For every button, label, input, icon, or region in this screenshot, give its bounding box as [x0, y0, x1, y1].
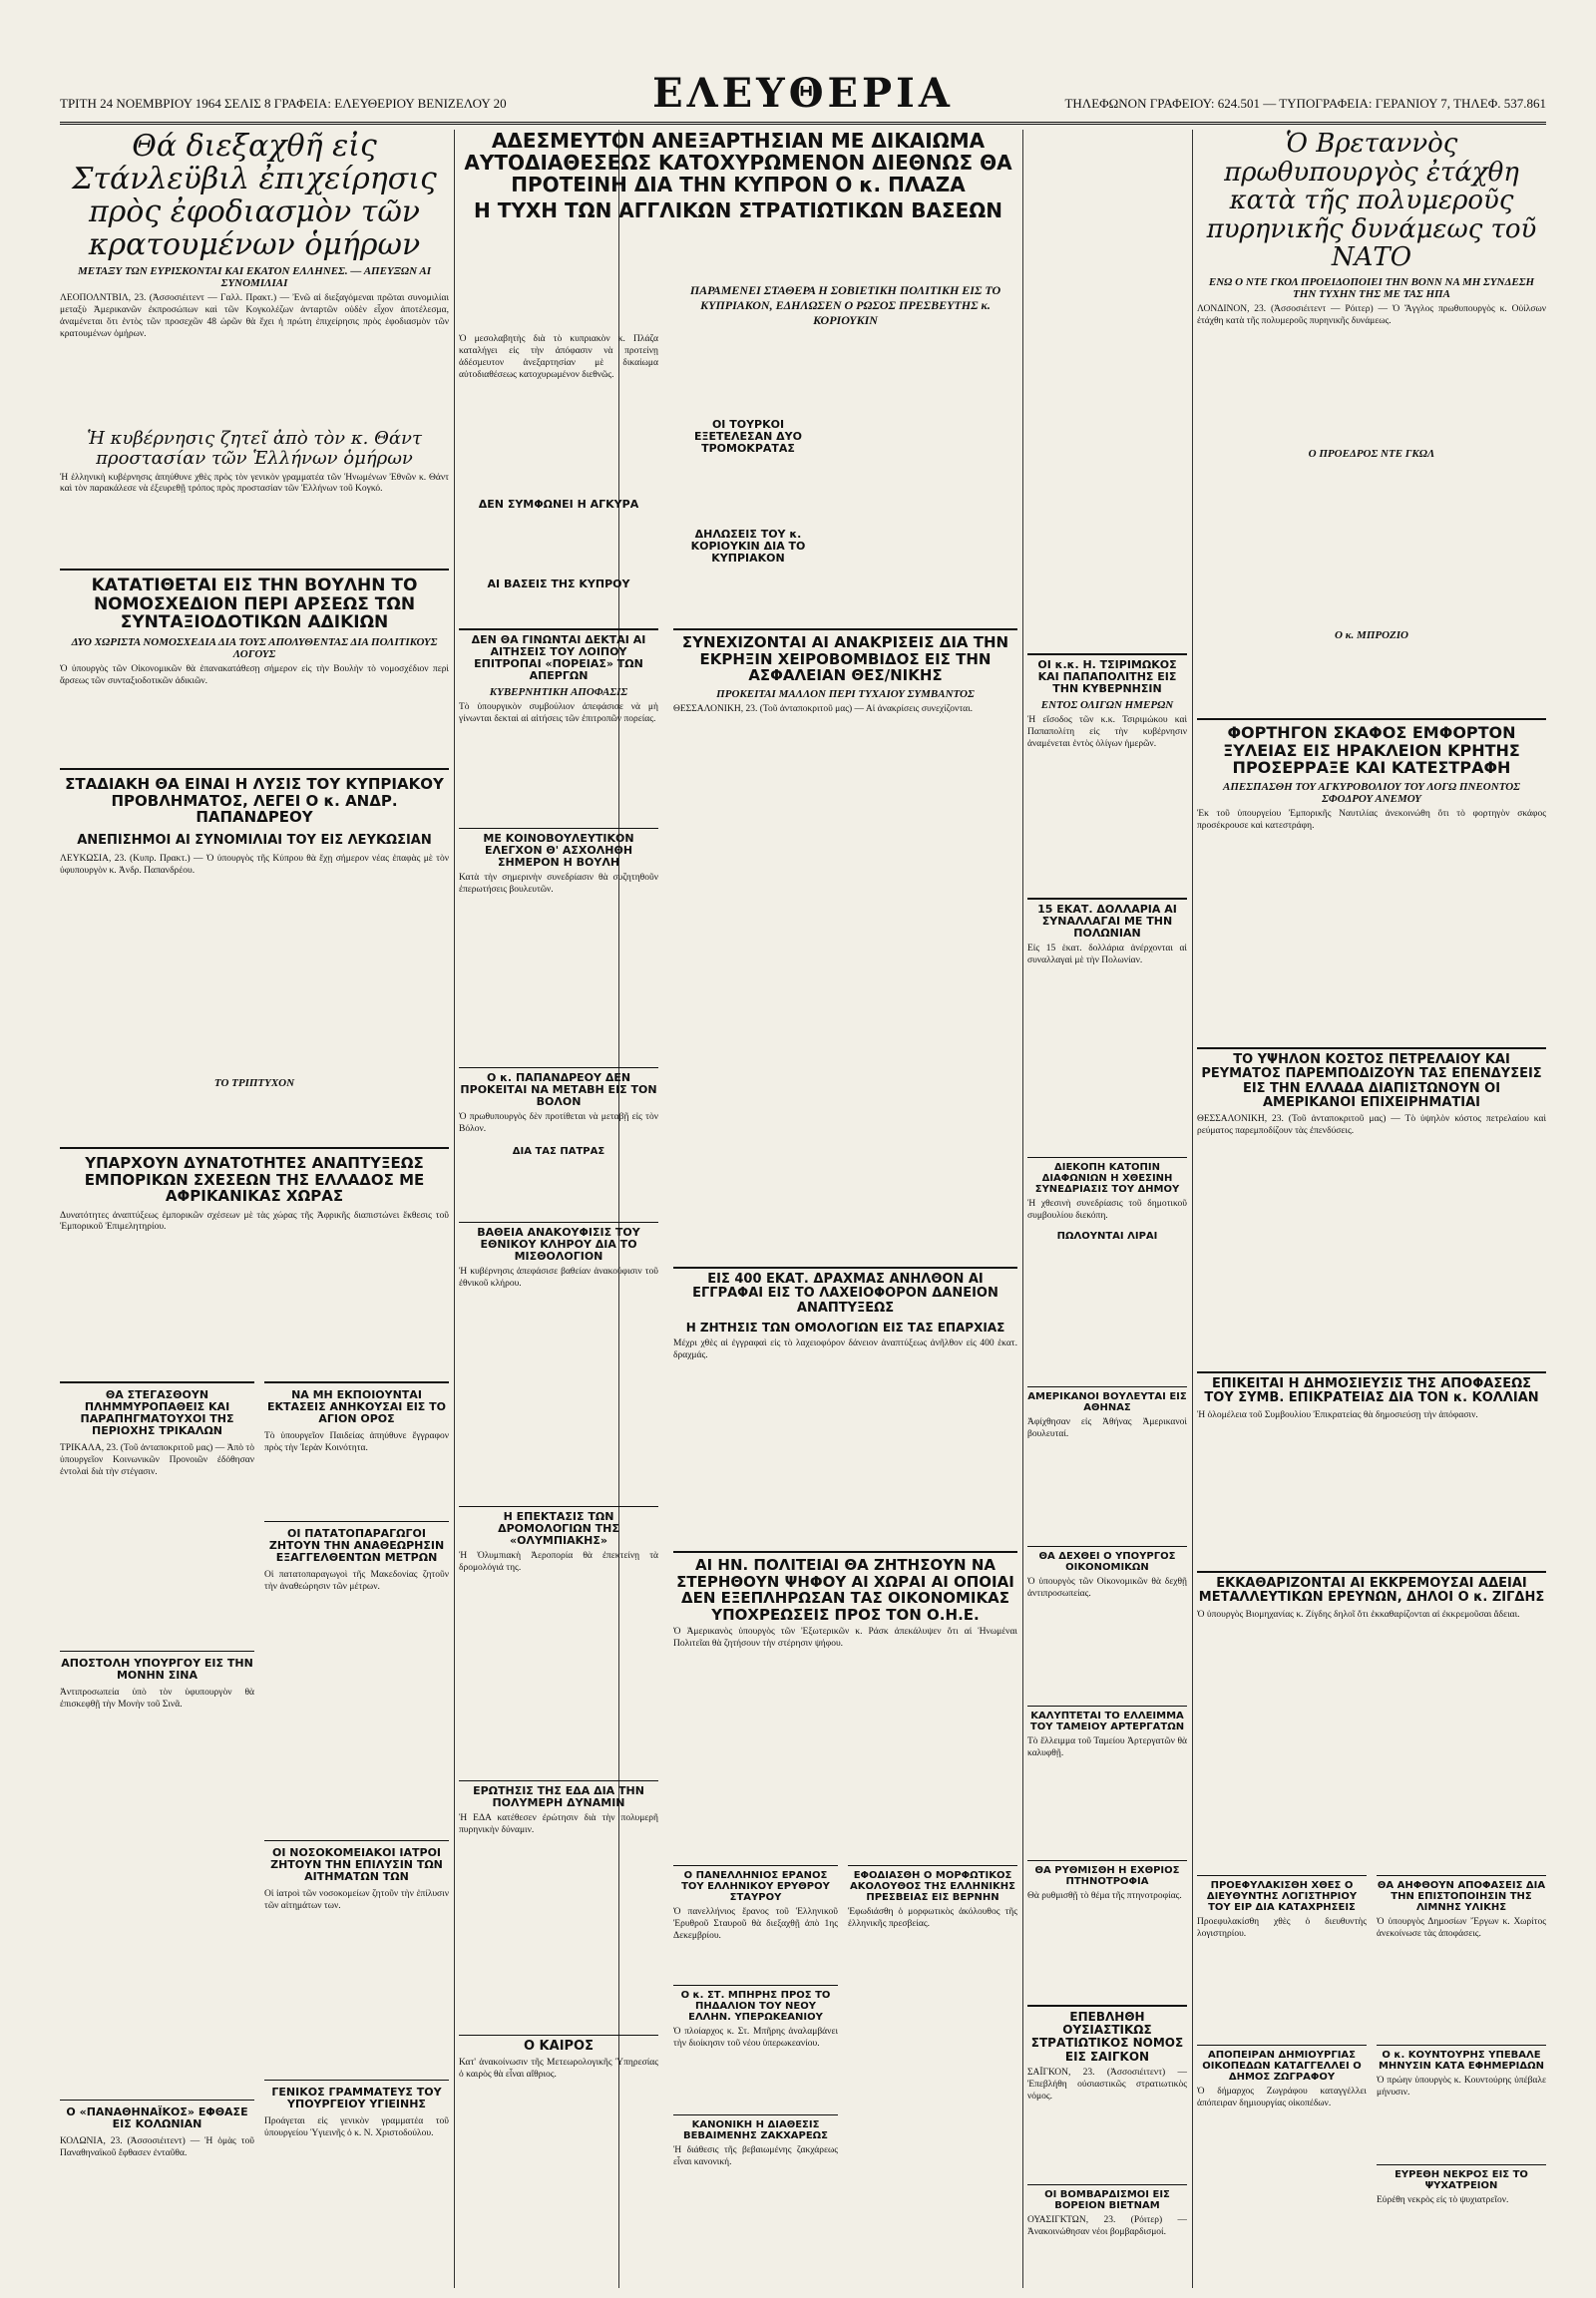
headline: Ο κ. ΠΑΠΑΝΔΡΕΟΥ ΔΕΝ ΠΡΟΚΕΙΤΑΙ ΝΑ ΜΕΤΑΒΗ ΕΙΣ ΤΟΝ ΒΟΛΟΝ — [460, 1071, 657, 1109]
headline: ΟΙ ΒΟΜΒΑΡΔΙΣΜΟΙ ΕΙΣ ΒΟΡΕΙΟΝ ΒΙΕΤΝΑΜ — [1044, 2189, 1170, 2211]
article-kollia — [1197, 1371, 1546, 1577]
headline: ΑΙ ΗΝ. ΠΟΛΙΤΕΙΑΙ ΘΑ ΖΗΤΗΣΟΥΝ ΝΑ ΣΤΕΡΗΘΟΥΝ ΨΗΦΟΥ ΑΙ ΧΩΡΑΙ ΑΙ ΟΠΟΙΑΙ ΔΕΝ ΕΞΕΠΛΗΡΩΣΑΝ ΤΑΣ ΟΙΚΟΝΟΜΙΚΑΣ ΥΠΟΧΡΕΩΣΕΙΣ ΠΡΟΣ ΤΟΝ Ο.Η.Ε. — [676, 1556, 1014, 1624]
article-body: ΚΟΛΩΝΙΑ, 23. (Ἀσσοσιέιτεντ) — Ἡ ὁμὰς τοῦ Παναθηναϊκοῦ ἔφθασεν ἐνταῦθα. — [60, 2136, 254, 2159]
article-eda — [459, 1780, 658, 1985]
article-body: Ἡ Ὀλυμπιακὴ Ἀεροπορία θὰ ἐπεκτείνῃ τὰ δρομολόγιά της. — [459, 1551, 658, 1574]
article-body: ΛΟΝΔΙΝΟΝ, 23. (Ἀσσοσιέιτεντ — Ρόιτερ) — Ὁ Ἄγγλος πρωθυπουργὸς κ. Οὐίλσων ἐτάχθη κατὰ τῆς πολυμεροῦς πυρηνικῆς δυνάμεως. — [1197, 303, 1546, 326]
headline: ΣΤΑΔΙΑΚΗ ΘΑ ΕΙΝΑΙ Η ΛΥΣΙΣ ΤΟΥ ΚΥΠΡΙΑΚΟΥ ΠΡΟΒΛΗΜΑΤΟΣ, ΛΕΓΕΙ Ο κ. ΑΝΔΡ. ΠΑΠΑΝΔΡΕΟΥ — [65, 775, 444, 826]
article-body: Ὁ ὑπουργὸς Δημοσίων Ἔργων κ. Χωρίτος ἀνεκοίνωσε τὰς ἀποφάσεις. — [1377, 1917, 1546, 1939]
newspaper-title: ΕΛΕΥΘΕΡΙΑ — [652, 70, 954, 117]
article-saigon — [1027, 2005, 1187, 2170]
article-finance — [1027, 1546, 1187, 1691]
section-label: Ο κ. ΜΠΡΟΖΙΟ — [1335, 628, 1408, 641]
article-body: Δυνατότητες ἀναπτύξεως ἐμπορικῶν σχέσεων μὲ τὰς χώρας τῆς Ἀφρικῆς διαπιστώνει ἔκθεσις τοῦ Ἐμπορικοῦ Ἐπιμελητηρίου. — [60, 1210, 449, 1233]
article-body: Ὁ δήμαρχος Ζωγράφου καταγγέλλει ἀπόπειραν δημιουργίας οἰκοπέδων. — [1197, 2087, 1367, 2108]
headline: ΕΦΟΔΙΑΣΘΗ Ο ΜΟΡΦΩΤΙΚΟΣ ΑΚΟΛΟΥΘΟΣ ΤΗΣ ΕΛΛΗΝΙΚΗΣ ΠΡΕΣΒΕΙΑΣ ΕΙΣ ΒΕΡΝΗΝ — [849, 1870, 1015, 1903]
article-zakchari — [673, 2114, 838, 2279]
headline: Ο ΚΑΙΡΟΣ — [523, 2039, 594, 2054]
headline: Ο κ. ΚΟΥΝΤΟΥΡΗΣ ΥΠΕΒΑΛΕ ΜΗΝΥΣΙΝ ΚΑΤΑ ΕΦΗΜΕΡΙΔΩΝ — [1378, 2050, 1544, 2072]
headline: ΚΑΝΟΝΙΚΗ Η ΔΙΑΘΕΣΙΣ ΒΕΒΑΙΜΕΝΗΣ ΖΑΚΧΑΡΕΩΣ — [682, 2119, 829, 2141]
article-olympic — [459, 1506, 658, 1711]
article-health-sec — [264, 2080, 449, 2246]
headline: ΓΕΝΙΚΟΣ ΓΡΑΜΜΑΤΕΥΣ ΤΟΥ ΥΠΟΥΡΓΕΙΟΥ ΥΓΙΕΙΝΗΣ — [271, 2086, 442, 2111]
subheadline: ΔΙΑ ΤΑΣ ΠΑΤΡΑΣ — [512, 1146, 605, 1158]
article-body: Οἱ ἰατροὶ τῶν νοσοκομείων ζητοῦν τὴν ἐπίλυσιν τῶν αἰτημάτων των. — [264, 1889, 449, 1912]
article-doctors — [264, 1840, 449, 2047]
article-eranos — [673, 1865, 838, 1990]
article-poland — [1027, 898, 1187, 1063]
headline: ΘΑ ΑΗΦΘΟΥΝ ΑΠΟΦΑΣΕΙΣ ΔΙΑ ΤΗΝ ΕΠΙΣΤΟΠΟΙΗΣΙΝ ΤΗΣ ΛΙΜΝΗΣ ΥΛΙΚΗΣ — [1377, 1880, 1546, 1913]
article-accountant — [1197, 1875, 1367, 2020]
article-stanleyville — [60, 130, 449, 369]
headline: ΑΠΟΠΕΙΡΑΝ ΔΗΜΙΟΥΡΓΙΑΣ ΟΙΚΟΠΕΔΩΝ ΚΑΤΑΓΓΕΛΛΕΙ Ο ΔΗΜΟΣ ΖΩΓΡΑΦΟΥ — [1202, 2050, 1362, 2083]
article-cyprus-body — [459, 279, 1017, 618]
headline: ΥΠΑΡΧΟΥΝ ΔΥΝΑΤΟΤΗΤΕΣ ΑΝΑΠΤΥΞΕΩΣ ΕΜΠΟΡΙΚΩΝ ΣΧΕΣΕΩΝ ΤΗΣ ΕΛΛΑΔΟΣ ΜΕ ΑΦΡΙΚΑΝΙΚΑΣ ΧΩΡΑΣ — [84, 1154, 425, 1205]
masthead-rule — [60, 122, 1546, 125]
article-body: Τὸ ὑπουργεῖον Παιδείας ἀπηύθυνε ἔγγραφον πρὸς τὴν Ἱερὰν Κοινότητα. — [264, 1431, 449, 1454]
article-papandreou-a — [60, 768, 449, 1155]
headline: Ο «ΠΑΝΑΘΗΝΑΪΚΟΣ» ΕΦΘΑΣΕ ΕΙΣ ΚΟΛΩΝΙΑΝ — [66, 2106, 248, 2131]
article-body: Ἡ χθεσινὴ συνεδρίασις τοῦ δημοτικοῦ συμβουλίου διεκόπη. — [1027, 1199, 1187, 1221]
headline: ΘΑ ΣΤΕΓΑΣΘΟΥΝ ΠΛΗΜΜΥΡΟΠΑΘΕΙΣ ΚΑΙ ΠΑΡΑΠΗΓΜΑΤΟΥΧΟΙ ΤΗΣ ΠΕΡΙΟΧΗΣ ΤΡΙΚΑΛΩΝ — [80, 1388, 234, 1438]
article-body: Ὁ πανελλήνιος ἔρανος τοῦ Ἑλληνικοῦ Ἐρυθροῦ Σταυροῦ θὰ διεξαχθῇ ἀπὸ 1ης Δεκεμβρίου. — [673, 1907, 838, 1941]
article-body: Ὁ ὑπουργὸς Βιομηχανίας κ. Ζίγδης δηλοῖ ὅτι ἐκκαθαρίζονται αἱ ἐκκρεμοῦσαι ἄδειαι. — [1197, 1609, 1520, 1620]
subheadline: ΠΩΛΟΥΝΤΑΙ ΛΙΡΑΙ — [1056, 1230, 1158, 1242]
article-body: Ἡ ὁλομέλεια τοῦ Συμβουλίου Ἐπικρατείας θὰ δημοσιεύσῃ τὴν ἀπόφασιν. — [1197, 1409, 1478, 1420]
article-sina — [60, 1651, 254, 1897]
headline: Ο ΠΑΝΕΛΛΗΝΙΟΣ ΕΡΑΝΟΣ ΤΟΥ ΕΛΛΗΝΙΚΟΥ ΕΡΥΘΡΟΥ ΣΤΑΥΡΟΥ — [681, 1870, 830, 1903]
headline-secondary: Η ΤΥΧΗ ΤΩΝ ΑΓΓΛΙΚΩΝ ΣΤΡΑΤΙΩΤΙΚΩΝ ΒΑΣΕΩΝ — [474, 198, 1002, 222]
article-body: Μέχρι χθὲς αἱ ἐγγραφαὶ εἰς τὸ λαχειοφόρον δάνειον ἀναπτύξεως ἀνῆλθον εἰς 400 ἑκατ. δραχμάς. — [673, 1339, 1017, 1360]
article-body: Ὁ ὑπουργὸς τῶν Οἰκονομικῶν θὰ ἐπανακατάθεσῃ σήμερον εἰς τὴν Βουλὴν τὸ νομοσχέδιον περὶ ἄρσεως τῶν συνταξιοδοτικῶν ἀδικιῶν. — [60, 664, 449, 686]
subheadline: ΜΕΤΑΞΥ ΤΩΝ ΕΥΡΙΣΚΟΝΤΑΙ ΚΑΙ ΕΚΑΤΟΝ ΕΛΛΗΝΕΣ. — ΑΠΕΥΞΩΝ ΑΙ ΣΥΝΟΜΙΛΙΑΙ — [77, 265, 432, 289]
article-bill — [60, 569, 449, 766]
article-body: Ἐφωδιάσθη ὁ μορφωτικὸς ἀκόλουθος τῆς ἑλληνικῆς πρεσβείας. — [848, 1907, 1017, 1929]
article-trikala — [60, 1381, 254, 1649]
headline: ΑΠΟΣΤΟΛΗ ΥΠΟΥΡΓΟΥ ΕΙΣ ΤΗΝ ΜΟΝΗΝ ΣΙΝΑ — [61, 1657, 253, 1683]
article-patatoparagogoi — [264, 1521, 449, 1787]
section-label: ΤΟ ΤΡΙΠΤΥΧΟΝ — [213, 1076, 295, 1089]
article-mpiris — [673, 1985, 838, 2109]
headline: ΕΠΙΚΕΙΤΑΙ Η ΔΗΜΟΣΙΕΥΣΙΣ ΤΗΣ ΑΠΟΦΑΣΕΩΣ ΤΟΥ ΣΥΜΒ. ΕΠΙΚΡΑΤΕΙΑΣ ΔΙΑ ΤΟΝ κ. ΚΟΛΛΙΑΝ — [1204, 1376, 1539, 1406]
article-american — [1027, 1386, 1187, 1531]
headline: Η ΕΠΕΚΤΑΣΙΣ ΤΩΝ ΔΡΟΜΟΛΟΓΙΩΝ ΤΗΣ «ΟΛΥΜΠΙΑΚΗΣ» — [498, 1510, 619, 1548]
column-rule — [454, 130, 455, 2288]
column-center — [459, 130, 1017, 2288]
article-body: Ἡ ΕΔΑ κατέθεσεν ἐρώτησιν διὰ τὴν πολυμερῆ πυρηνικὴν δύναμιν. — [459, 1813, 658, 1836]
headline: ΟΙ ΝΟΣΟΚΟΜΕΙΑΚΟΙ ΙΑΤΡΟΙ ΖΗΤΟΥΝ ΤΗΝ ΕΠΙΛΥΣΙΝ ΤΩΝ ΑΙΤΗΜΑΤΩΝ ΤΩΝ — [270, 1846, 443, 1884]
headline: ΚΑΛΥΠΤΕΤΑΙ ΤΟ ΕΛΛΕΙΜΜΑ ΤΟΥ ΤΑΜΕΙΟΥ ΑΡΤΕΡΓΑΤΩΝ — [1029, 1711, 1185, 1732]
headline: Ἡ κυβέρνησις ζητεῖ ἀπὸ τὸν κ. Θάντ προστασίαν τῶν Ἑλλήνων ὁμήρων — [87, 429, 422, 469]
headline: ΜΕ ΚΟΙΝΟΒΟΥΛΕΥΤΙΚΟΝ ΕΛΕΓΧΟΝ Θ' ΑΣΧΟΛΗΘΗ ΣΗΜΕΡΟΝ Η ΒΟΥΛΗ — [483, 832, 634, 870]
article-bern — [848, 1865, 1017, 1990]
subheadline: ΔΕΝ ΣΥΜΦΩΝΕΙ Η ΑΓΚΥΡΑ — [478, 498, 639, 511]
subheadline: ΑΝΕΠΙΣΗΜΟΙ ΑΙ ΣΥΝΟΜΙΛΙΑΙ ΤΟΥ ΕΙΣ ΛΕΥΚΩΣΙΑΝ — [77, 832, 432, 848]
headline: ΠΡΟΕΦΥΛΑΚΙΣΘΗ ΧΘΕΣ Ο ΔΙΕΥΘΥΝΤΗΣ ΛΟΓΙΣΤΗΡΙΟΥ ΤΟΥ ΕΙΡ ΔΙΑ ΚΑΤΑΧΡΗΣΕΙΣ — [1206, 1880, 1358, 1913]
headline: ΘΑ ΔΕΧΘΕΙ Ο ΥΠΟΥΡΓΟΣ ΟΙΚΟΝΟΜΙΚΩΝ — [1038, 1551, 1176, 1573]
headline: ΕΠΕΒΛΗΘΗ ΟΥΣΙΑΣΤΙΚΩΣ ΣΤΡΑΤΙΩΤΙΚΟΣ ΝΟΜΟΣ ΕΙΣ ΣΑΙΓΚΟΝ — [1030, 2010, 1184, 2064]
section-label: Ο ΠΡΟΕΔΡΟΣ ΝΤΕ ΓΚΩΛ — [1308, 447, 1435, 460]
article-body: Ὁ μεσολαβητὴς διὰ τὸ κυπριακὸν κ. Πλάζα καταλήγει εἰς τὴν ἀπόφασιν νὰ προτείνῃ ἀδέσμευτον ἀνεξαρτησίαν μὲ δικαίωμα αὐτοδιαθέσεως κατοχυρωμένον διεθνῶς. — [459, 334, 658, 380]
column-rule — [1022, 130, 1023, 2288]
article-grenades — [673, 628, 1017, 914]
article-body: Κατὰ τὴν σημερινὴν συνεδρίασιν θὰ συζητηθοῦν ἐπερωτήσεις βουλευτῶν. — [459, 873, 658, 896]
headline: ΝΑ ΜΗ ΕΚΠΟΙΟΥΝΤΑΙ ΕΚΤΑΣΕΙΣ ΑΝΗΚΟΥΣΑΙ ΕΙΣ ΤΟ ΑΓΙΟΝ ΟΡΟΣ — [266, 1388, 447, 1426]
subheadline: ΟΙ ΤΟΥΡΚΟΙ ΕΞΕΤΕΛΕΣΑΝ ΔΥΟ ΤΡΟΜΟΚΡΑΤΑΣ — [694, 418, 802, 456]
headline: ΔΙΕΚΟΠΗ ΚΑΤΟΠΙΝ ΔΙΑΦΩΝΙΩΝ Η ΧΘΕΣΙΝΗ ΣΥΝΕΔΡΙΑΣΙΣ ΤΟΥ ΔΗΜΟΥ — [1034, 1162, 1180, 1195]
column-right — [1197, 130, 1546, 2288]
article-body: Τὸ ὑπουργικὸν συμβούλιον ἀπεφάσισε νὰ μὴ γίνωνται δεκταὶ αἱ αἰτήσεις τῶν ἐπιτροπῶν πορείας. — [459, 702, 658, 725]
article-body: Οἱ πατατοπαραγωγοὶ τῆς Μακεδονίας ζητοῦν τὴν ἀναθεώρησιν τῶν μέτρων. — [264, 1570, 449, 1593]
article-body: ΛΕΥΚΩΣΙΑ, 23. (Κυπρ. Πρακτ.) — Ὁ ὑπουργὸς τῆς Κύπρου θὰ ἔχῃ σήμερον νέας ἐπαφὰς μὲ τὸν ὑφυπουργὸν κ. Ἀνδρ. Παπανδρέου. — [60, 853, 449, 876]
dateline: ΤΡΙΤΗ 24 ΝΟΕΜΒΡΙΟΥ 1964 ΣΕΛΙΣ 8 ΓΡΑΦΕΙΑ: ΕΛΕΥΘΕΡΙΟΥ ΒΕΝΙΖΕΛΟΥ 20 — [60, 96, 507, 111]
article-artisans — [1027, 1706, 1187, 1840]
article-body: Ἡ κυβέρνησις ἀπεφάσισε βαθείαν ἀνακούφισιν τοῦ ἐθνικοῦ κλήρου. — [459, 1267, 658, 1290]
subheadline: ΚΥΒΕΡΝΗΤΙΚΗ ΑΠΟΦΑΣΙΣ — [489, 686, 628, 699]
article-cyprus-main — [459, 130, 1017, 279]
subheadline: Η ΖΗΤΗΣΙΣ ΤΩΝ ΟΜΟΛΟΓΙΩΝ ΕΙΣ ΤΑΣ ΕΠΑΡΧΙΑΣ — [685, 1320, 1005, 1335]
headline: ΑΜΕΡΙΚΑΝΟΙ ΒΟΥΛΕΥΤΑΙ ΕΙΣ ΑΘΗΝΑΣ — [1027, 1391, 1187, 1413]
article-body: Ὁ πρώην ὑπουργὸς κ. Κουντούρης ὑπέβαλε μήνυσιν. — [1377, 2076, 1546, 2098]
article-panathinaikos — [60, 2100, 254, 2286]
article-body: Ἐκ τοῦ ὑπουργείου Ἐμπορικῆς Ναυτιλίας ἀνεκοινώθη ὅτι τὸ φορτηγὸν σκάφος προσέκρουσε καὶ κατεστράφη. — [1197, 808, 1546, 831]
headline: ΚΑΤΑΤΙΘΕΤΑΙ ΕΙΣ ΤΗΝ ΒΟΥΛΗΝ ΤΟ ΝΟΜΟΣΧΕΔΙΟΝ ΠΕΡΙ ΑΡΣΕΩΣ ΤΩΝ ΣΥΝΤΑΞΙΟΔΟΤΙΚΩΝ ΑΔΙΚΙΩΝ — [91, 575, 418, 633]
article-bomb — [1027, 2184, 1187, 2288]
headline: ΟΙ κ.κ. Η. ΤΣΙΡΙΜΩΚΟΣ ΚΑΙ ΠΑΠΑΠΟΛΙΤΗΣ ΕΙΣ ΤΗΝ ΚΥΒΕΡΝΗΣΙΝ — [1037, 658, 1177, 696]
article-licences — [1197, 1571, 1546, 1826]
headline: ΟΙ ΠΑΤΑΤΟΠΑΡΑΓΩΓΟΙ ΖΗΤΟΥΝ ΤΗΝ ΑΝΑΘΕΩΡΗΣΙΝ ΕΞΑΓΓΕΛΘΕΝΤΩΝ ΜΕΤΡΩΝ — [268, 1527, 445, 1565]
headline: Θά διεξαχθῆ εἰς Στάνλεϋβιλ ἐπιχείρησις πρὸς ἐφοδιασμὸν τῶν κρατουμένων ὁμήρων — [72, 130, 437, 262]
article-body: Κατ' ἀνακοίνωσιν τῆς Μετεωρολογικῆς Ὑπηρεσίας ὁ καιρὸς θὰ εἶναι αἴθριος. — [459, 2058, 658, 2081]
article-britain-nato — [1197, 130, 1546, 708]
article-agion-oros — [264, 1381, 449, 1509]
article-body: Προάγεται εἰς γενικὸν γραμματέα τοῦ ὑπουργείου Ὑγιεινῆς ὁ κ. Ν. Χριστοδούλου. — [264, 2116, 449, 2139]
headline: 15 ΕΚΑΤ. ΔΟΛΛΑΡΙΑ ΑΙ ΣΥΝΑΛΛΑΓΑΙ ΜΕ ΤΗΝ ΠΟΛΩΝΙΑΝ — [1037, 903, 1177, 941]
subheadline: ΕΝΤΟΣ ΟΛΙΓΩΝ ΗΜΕΡΩΝ — [1040, 699, 1174, 712]
article-loan — [673, 1267, 1017, 1492]
article-body: Ἀντιπροσωπεία ὑπὸ τὸν ὑφυπουργὸν θὰ ἐπισκεφθῇ τὴν Μονὴν τοῦ Σινᾶ. — [60, 1688, 254, 1711]
article-weather — [459, 2035, 658, 2279]
article-body: Ἡ διάθεσις τῆς βεβαιωμένης ζακχάρεως εἶναι κανονική. — [673, 2145, 838, 2167]
article-body: ΟΥΑΣΙΓΚΤΩΝ, 23. (Ρόιτερ) — Ἀνακοινώθησαν νέοι βομβαρδισμοί. — [1027, 2215, 1187, 2237]
column-narrow — [1027, 130, 1187, 2288]
article-oil — [1197, 1047, 1546, 1303]
subheadline: ΑΙ ΒΑΣΕΙΣ ΤΗΣ ΚΥΠΡΟΥ — [487, 577, 630, 590]
column-left — [60, 130, 449, 2288]
article-kountouris — [1377, 2045, 1546, 2159]
article-municipality — [1027, 1157, 1187, 1322]
headline: ΤΟ ΥΨΗΛΟΝ ΚΟΣΤΟΣ ΠΕΤΡΕΛΑΙΟΥ ΚΑΙ ΡΕΥΜΑΤΟΣ ΠΑΡΕΜΠΟΔΙΖΟΥΝ ΤΑΣ ΕΠΕΝΔΥΣΕΙΣ ΕΙΣ ΤΗΝ ΕΛΛΑΔΑ ΔΙΑΠΙΣΤΩΝΟΥΝ ΟΙ ΑΜΕΡΙΚΑΝΟΙ ΕΠΙΧΕΙΡΗΜΑΤΙΑΙ — [1201, 1052, 1542, 1110]
article-body: Ἀφίχθησαν εἰς Ἀθήνας Ἀμερικανοὶ βουλευταί. — [1027, 1417, 1187, 1439]
subheadline: ΠΡΟΚΕΙΤΑΙ ΜΑΛΛΟΝ ΠΕΡΙ ΤΥΧΑΙΟΥ ΣΥΜΒΑΝΤΟΣ — [716, 687, 975, 700]
phones: ΤΗΛΕΦΩΝΟΝ ΓΡΑΦΕΙΟΥ: 624.501 — ΤΥΠΟΓΡΑΦΕΙΑ: ΓΕΡΑΝΙΟΥ 7, ΤΗΛΕΦ. 537.861 — [1064, 96, 1546, 111]
article-body: Ὁ πρωθυπουργὸς δὲν προτίθεται νὰ μεταβῇ εἰς τὸν Βόλον. — [459, 1112, 658, 1135]
headline: ΑΔΕΣΜΕΥΤΟΝ ΑΝΕΞΑΡΤΗΣΙΑΝ ΜΕ ΔΙΚΑΙΩΜΑ ΑΥΤΟΔΙΑΘΕΣΕΩΣ ΚΑΤΟΧΥΡΩΜΕΝΟΝ ΔΙΕΘΝΩΣ ΘΑ ΠΡΟΤΕΙΝΗ ΔΙΑ ΤΗΝ ΚΥΠΡΟΝ Ο κ. ΠΛΑΖΑ — [464, 130, 1012, 196]
article-body: ΘΕΣΣΑΛΟΝΙΚΗ, 23. (Τοῦ ἀνταποκριτοῦ μας) — Τὸ ὑψηλὸν κόστος πετρελαίου καὶ ρεύματος παρεμποδίζουν τὰς ἐπενδύσεις. — [1197, 1114, 1546, 1137]
article-body: ΛΕΟΠΟΛΝΤΒΙΛ, 23. (Ἀσσοσιέιτεντ — Γαλλ. Πρακτ.) — Ἐνῶ αἱ διεξαγόμεναι πρῶται συνομιλίαι μεταξὺ Ἀμερικανῶν ἐκπροσώπων καὶ τῶν Κογκολέζων ἀνταρτῶν οὐδὲν εἶχον ἀποτέλεσμα, ἀναμένεται ὅτι ἐντὸς τῶν προσεχῶν 48 ὡρῶν θὰ ἔχει ἡ πρώτη ἐπιχείρησις πρὸς ἐφοδιασμὸν τῶν κρατουμένων ὁμήρων. — [60, 293, 449, 339]
article-body: Ὁ Ἀμερικανὸς ὑπουργὸς τῶν Ἐξωτερικῶν κ. Ράσκ ἀπεκάλυψεν ὅτι αἱ Ἡνωμέναι Πολιτεῖαι θὰ ζητήσουν τὴν στέρησιν ψήφου. — [673, 1627, 1017, 1649]
article-africa — [60, 1147, 449, 1335]
headline: ΕΙΣ 400 ΕΚΑΤ. ΔΡΑΧΜΑΣ ΑΝΗΛΘΟΝ ΑΙ ΕΓΓΡΑΦΑΙ ΕΙΣ ΤΟ ΛΑΧΕΙΟΦΟΡΟΝ ΔΑΝΕΙΟΝ ΑΝΑΠΤΥΞΕΩΣ — [692, 1272, 998, 1316]
article-body: Τὸ ἔλλειμμα τοῦ Ταμείου Ἀρτεργατῶν θὰ καλυφθῇ. — [1027, 1736, 1187, 1758]
article-thant — [60, 429, 449, 549]
subheadline: ΔΗΛΩΣΕΙΣ ΤΟΥ κ. ΚΟΡΙΟΥΚΙΝ ΔΙΑ ΤΟ ΚΥΠΡΙΑΚΟΝ — [690, 528, 806, 566]
article-body: Θὰ ρυθμισθῇ τὸ θέμα τῆς πτηνοτροφίας. — [1027, 1891, 1182, 1901]
headline: Ο κ. ΣΤ. ΜΠΗΡΗΣ ΠΡΟΣ ΤΟ ΠΗΔΑΛΙΟΝ ΤΟΥ ΝΕΟΥ ΕΛΛΗΝ. ΥΠΕΡΩΚΕΑΝΙΟΥ — [680, 1990, 831, 2023]
headline: Ὁ Βρεταννὸς πρωθυπουργὸς ἐτάχθη κατὰ τῆς πολυμεροῦς πυρηνικῆς δυνάμεως τοῦ ΝΑΤΟ — [1206, 130, 1537, 273]
headline: ΒΑΘΕΙΑ ΑΝΑΚΟΥΦΙΣΙΣ ΤΟΥ ΕΘΝΙΚΟΥ ΚΛΗΡΟΥ ΔΙΑ ΤΟ ΜΙΣΘΟΛΟΓΙΟΝ — [477, 1226, 640, 1264]
subheadline: ΠΑΡΑΜΕΝΕΙ ΣΤΑΘΕΡΑ Η ΣΟΒΙΕΤΙΚΗ ΠΟΛΙΤΙΚΗ ΕΙΣ ΤΟ ΚΥΠΡΙΑΚΟΝ, ΕΔΗΛΩΣΕΝ Ο ΡΩΣΟΣ ΠΡΕΣΒΕΥΤΗΣ κ. ΚΟΡΙΟΥΚΙΝ — [689, 283, 1001, 327]
article-body: Ἡ ἑλληνικὴ κυβέρνησις ἀπηύθυνε χθὲς πρὸς τὸν γενικὸν γραμματέα τῶν Ἡνωμένων Ἐθνῶν κ. Θάντ καὶ τὸν παρακάλεσε νὰ ἐξευρεθῇ τρόπος πρὸς προστασίαν τῶν Ἑλλήνων τοῦ Κογκό. — [60, 472, 449, 495]
article-body: Προεφυλακίσθη χθὲς ὁ διευθυντὴς λογιστηρίου. — [1197, 1917, 1367, 1939]
subheadline: ΑΠΕΣΠΑΣΘΗ ΤΟΥ ΑΓΚΥΡΟΒΟΛΙΟΥ ΤΟΥ ΛΟΓΩ ΠΝΕΟΝΤΟΣ ΣΦΟΔΡΟΥ ΑΝΕΜΟΥ — [1223, 780, 1520, 805]
column-rule — [1192, 130, 1193, 2288]
article-heraklion — [1197, 718, 1546, 1023]
article-fires — [1377, 1875, 1546, 2020]
article-papandreou-b — [459, 1067, 658, 1192]
article-committee — [459, 628, 658, 834]
article-usa-un — [673, 1551, 1017, 1826]
subheadline: ΕΝΩ Ο ΝΤΕ ΓΚΟΛ ΠΡΟΕΙΔΟΠΟΙΕΙ ΤΗΝ ΒΟΝΝ ΝΑ ΜΗ ΣΥΝΔΕΣΗ ΤΗΝ ΤΥΧΗΝ ΤΗΣ ΜΕ ΤΑΣ ΗΠΑ — [1208, 275, 1535, 300]
article-body: Εἰς 15 ἑκατ. δολλάρια ἀνέρχονται αἱ συναλλαγαὶ μὲ τὴν Πολωνίαν. — [1027, 944, 1187, 966]
subheadline: ΔΥΟ ΧΩΡΙΣΤΑ ΝΟΜΟΣΧΕΔΙΑ ΔΙΑ ΤΟΥΣ ΑΠΟΛΥΘΕΝΤΑΣ ΔΙΑ ΠΟΛΙΤΙΚΟΥΣ ΛΟΓΟΥΣ — [71, 636, 438, 661]
article-body: Ἡ εἴσοδος τῶν κ.κ. Τσιριμώκου καὶ Παπαπολίτη εἰς τὴν κυβέρνησιν ἀναμένεται ἐντὸς ὀλίγων ἡμερῶν. — [1027, 715, 1187, 750]
article-lottery — [459, 1222, 658, 1356]
headline: ΣΥΝΕΧΙΖΟΝΤΑΙ ΑΙ ΑΝΑΚΡΙΣΕΙΣ ΔΙΑ ΤΗΝ ΕΚΡΗΞΙΝ ΧΕΙΡΟΒΟΜΒΙΔΟΣ ΕΙΣ ΤΗΝ ΑΣΦΑΛΕΙΑΝ ΘΕΣ/ΝΙΚΗΣ — [681, 633, 1009, 684]
article-body: ΘΕΣΣΑΛΟΝΙΚΗ, 23. (Τοῦ ἀνταποκριτοῦ μας) — Αἱ ἀνακρίσεις συνεχίζονται. — [673, 703, 974, 714]
article-control — [459, 828, 658, 962]
article-body: ΤΡΙΚΑΛΑ, 23. (Τοῦ ἀνταποκριτοῦ μας) — Ἀπὸ τὸ ὑπουργεῖον Κοινωνικῶν Προνοιῶν ἐδόθησαν ἐντολαὶ διὰ τὴν στέγασιν. — [60, 1443, 254, 1478]
masthead — [60, 70, 1546, 118]
article-body: ΣΑΪΓΚΟΝ, 23. (Ἀσσοσιέιτεντ) — Ἐπεβλήθη οὐσιαστικῶς στρατιωτικὸς νόμος. — [1027, 2067, 1187, 2102]
article-body: Ὁ ὑπουργὸς τῶν Οἰκονομικῶν θὰ δεχθῇ ἀντιπροσωπείας. — [1027, 1577, 1187, 1599]
article-dead — [1377, 2164, 1546, 2279]
headline: ΕΚΚΑΘΑΡΙΖΟΝΤΑΙ ΑΙ ΕΚΚΡΕΜΟΥΣΑΙ ΑΔΕΙΑΙ ΜΕΤΑΛΛΕΥΤΙΚΩΝ ΕΡΕΥΝΩΝ, ΔΗΛΟΙ Ο κ. ΖΙΓΔΗΣ — [1198, 1576, 1545, 1606]
headline: ΔΕΝ ΘΑ ΓΙΝΩΝΤΑΙ ΔΕΚΤΑΙ ΑΙ ΑΙΤΗΣΕΙΣ ΤΟΥ ΛΟΙΠΟΥ ΕΠΙΤΡΟΠΑΙ «ΠΟΡΕΙΑΣ» ΤΩΝ ΑΠΕΡΓΩΝ — [471, 633, 646, 683]
headline: ΕΥΡΕΘΗ ΝΕΚΡΟΣ ΕΙΣ ΤΟ ΨΥΧΑΤΡΕΙΟΝ — [1395, 2169, 1528, 2191]
headline: ΘΑ ΡΥΘΜΙΣΘΗ Η ΕΧΘΡΙΟΣ ΠΤΗΝΟΤΡΟΦΙΑ — [1034, 1865, 1180, 1887]
article-pension — [1027, 1860, 1187, 1975]
article-body: Εὑρέθη νεκρὸς εἰς τὸ ψυχιατρεῖον. — [1377, 2195, 1509, 2205]
headline: ΕΡΩΤΗΣΙΣ ΤΗΣ ΕΔΑ ΔΙΑ ΤΗΝ ΠΟΛΥΜΕΡΗ ΔΥΝΑΜΙΝ — [473, 1784, 644, 1810]
headline: ΦΟΡΤΗΓΟΝ ΣΚΑΦΟΣ ΕΜΦΟΡΤΟΝ ΞΥΛΕΙΑΣ ΕΙΣ ΗΡΑΚΛΕΙΟΝ ΚΡΗΤΗΣ ΠΡΟΣΕΡΡΑΞΕ ΚΑΙ ΚΑΤΕΣΤΡΑΦΗ — [1223, 723, 1520, 778]
article-body: Ὁ πλοίαρχος κ. Στ. Μπῆρης ἀναλαμβάνει τὴν διοίκησιν τοῦ νέου ὑπερωκεανίου. — [673, 2027, 838, 2049]
article-tsirimokos — [1027, 653, 1187, 889]
article-attempt — [1197, 2045, 1367, 2249]
